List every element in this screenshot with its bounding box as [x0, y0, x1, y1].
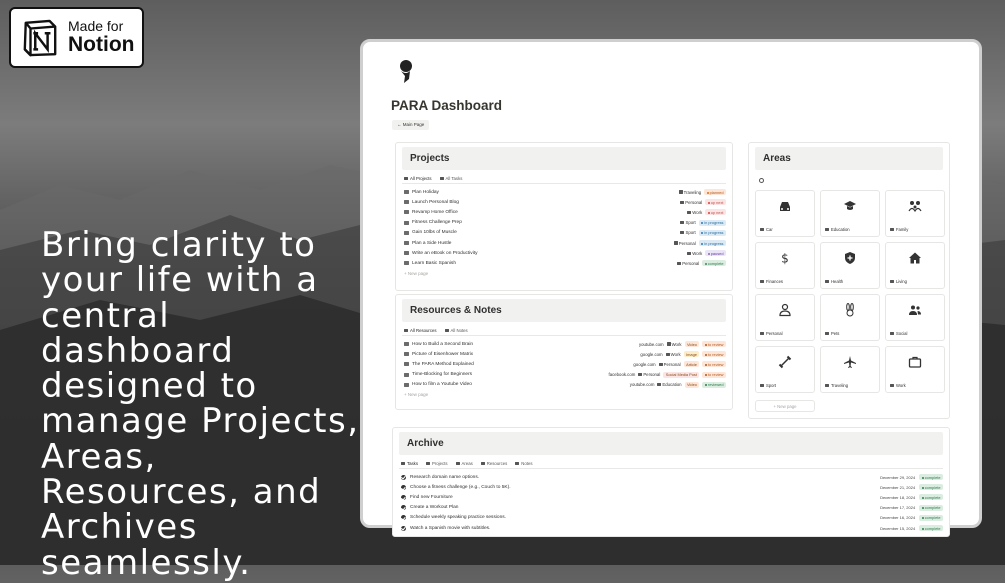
- status-dot: [708, 253, 710, 255]
- shield-icon: [843, 251, 857, 265]
- status-dot: [922, 487, 924, 489]
- graduation-cap-icon: [843, 199, 857, 213]
- tab-resources[interactable]: [404, 328, 437, 333]
- archive-row[interactable]: [401, 523, 943, 533]
- resource-meta: [639, 341, 726, 347]
- checkmark-icon: [401, 505, 406, 510]
- tab-archive[interactable]: [481, 461, 508, 466]
- dumbbell-icon: [778, 355, 792, 369]
- status-dot: [708, 202, 710, 204]
- folder-icon: [404, 190, 409, 194]
- area-icon: [687, 252, 691, 255]
- status-badge: up next: [705, 209, 726, 215]
- resource-type-badge: Image: [684, 351, 700, 357]
- tab-label: All Resources: [410, 328, 437, 333]
- tab-icon: [440, 177, 444, 180]
- status-badge: in progress: [699, 220, 726, 226]
- project-area: Work: [687, 251, 702, 256]
- archive-title: Archive: [407, 438, 444, 449]
- resources-list: [404, 339, 726, 400]
- project-row[interactable]: [404, 258, 726, 268]
- project-row[interactable]: [404, 228, 726, 238]
- project-area: Personal: [677, 261, 699, 266]
- project-area: Personal: [674, 241, 696, 246]
- status-badge: complete: [919, 474, 943, 480]
- area-icon: [680, 221, 684, 224]
- notion-page-window: [360, 39, 982, 531]
- resource-name: The PARA Method Explained: [412, 361, 474, 367]
- status-badge: paused: [705, 250, 726, 256]
- area-mini-icon: [760, 332, 764, 335]
- area-icon: [667, 342, 671, 345]
- tab-projects[interactable]: [404, 176, 432, 181]
- tab-icon: [401, 462, 405, 465]
- area-card-social[interactable]: [885, 294, 945, 341]
- status-badge: to review: [702, 372, 726, 378]
- resource-area: Education: [657, 382, 681, 387]
- status-dot: [708, 212, 710, 214]
- archive-date: December 21, 2024: [880, 484, 916, 490]
- tab-icon: [404, 177, 408, 180]
- archive-card: [392, 427, 950, 537]
- resource-meta: [633, 361, 726, 367]
- status-dot: [701, 232, 703, 234]
- dollar-icon: [778, 251, 792, 265]
- areas-new-page-label: New page: [777, 403, 797, 409]
- archive-task-name: Research domain name options.: [410, 474, 480, 480]
- resource-row[interactable]: [404, 370, 726, 380]
- status-dot: [922, 517, 924, 519]
- area-card-pets[interactable]: [820, 294, 880, 341]
- area-card-personal[interactable]: [755, 294, 815, 341]
- project-name: Plan Holiday: [412, 189, 439, 195]
- tab-icon: [515, 462, 519, 465]
- area-card-health[interactable]: [820, 242, 880, 289]
- project-meta: [687, 250, 726, 256]
- resource-area: Personal: [638, 372, 660, 377]
- area-icon: [659, 363, 663, 366]
- resources-header: [402, 299, 726, 322]
- area-label: [825, 383, 848, 388]
- area-name: Social: [896, 331, 908, 336]
- tab-projects[interactable]: [440, 176, 463, 181]
- archive-row[interactable]: [401, 503, 943, 513]
- project-area: Work: [687, 210, 702, 215]
- page-title: PARA Dashboard: [391, 98, 503, 113]
- notion-logo-icon: [21, 19, 59, 57]
- status-dot: [922, 477, 924, 479]
- area-name: Car: [766, 227, 773, 232]
- project-meta: [680, 199, 726, 205]
- archive-list: [401, 472, 943, 533]
- status-badge: to review: [702, 341, 726, 347]
- svg-text:$: $: [781, 251, 789, 266]
- status-badge: planned: [704, 189, 726, 195]
- status-dot: [705, 364, 707, 366]
- briefcase-icon: [908, 355, 922, 369]
- link-icon: [404, 342, 409, 346]
- area-name: Work: [896, 383, 906, 388]
- status-dot: [707, 192, 709, 194]
- resource-row[interactable]: [404, 380, 726, 390]
- areas-title: Areas: [763, 153, 791, 164]
- resource-source: google.com: [633, 361, 656, 367]
- area-name: Family: [896, 227, 909, 232]
- archive-date: December 29, 2024: [880, 474, 916, 480]
- area-mini-icon: [890, 384, 894, 387]
- arrow-left-icon: ←: [397, 122, 402, 127]
- resources-card: [395, 294, 733, 410]
- tab-icon: [456, 462, 460, 465]
- resource-source: google.com: [640, 351, 663, 357]
- tab-label: Areas: [461, 461, 473, 466]
- filter-icon[interactable]: [759, 178, 764, 183]
- area-label: [760, 279, 783, 284]
- resource-name: Picture of Eisenhower Matrix: [412, 351, 474, 357]
- areas-gallery: [755, 190, 945, 393]
- tab-icon: [404, 329, 408, 332]
- archive-task-name: Schedule weekly speaking practice sessions.: [410, 515, 506, 521]
- area-label: [825, 227, 850, 232]
- status-badge: to review: [702, 361, 726, 367]
- status-badge: in progress: [699, 230, 726, 236]
- area-card-finances[interactable]: [755, 242, 815, 289]
- resource-row[interactable]: [404, 339, 726, 349]
- status-badge: up next: [705, 199, 726, 205]
- resources-new-page-button[interactable]: + New page: [404, 392, 429, 398]
- folder-icon: [404, 210, 409, 214]
- link-icon: [404, 373, 409, 377]
- resource-type-badge: Video: [685, 382, 700, 388]
- area-label: [825, 331, 839, 336]
- tab-icon: [445, 329, 449, 332]
- area-mini-icon: [890, 280, 894, 283]
- resource-type-badge: Video: [685, 341, 700, 347]
- area-mini-icon: [825, 228, 829, 231]
- status-dot: [922, 528, 924, 530]
- area-name: Education: [831, 227, 850, 232]
- status-dot: [701, 243, 703, 245]
- resources-title: Resources & Notes: [410, 305, 502, 316]
- project-meta: [680, 230, 726, 236]
- link-icon: [404, 352, 409, 356]
- resource-type-badge: Article: [684, 361, 700, 367]
- link-icon: [404, 383, 409, 387]
- checkmark-icon: [401, 515, 406, 520]
- archive-task-name: Choose a fitness challenge (e.g., Couch to 5K).: [410, 484, 511, 490]
- tab-label: All Tasks: [445, 176, 463, 181]
- status-badge: complete: [919, 484, 943, 490]
- rabbit-icon: [843, 303, 857, 317]
- resource-meta: [630, 382, 726, 388]
- archive-row[interactable]: [401, 472, 943, 482]
- project-row[interactable]: [404, 207, 726, 217]
- area-mini-icon: [825, 280, 829, 283]
- projects-list: [404, 187, 726, 279]
- area-name: Sport: [766, 383, 777, 388]
- project-meta: [677, 260, 726, 266]
- area-label: [760, 331, 783, 336]
- area-name: Finances: [766, 279, 783, 284]
- car-icon: [778, 199, 792, 213]
- area-icon: [677, 262, 681, 265]
- area-card-sport[interactable]: [755, 346, 815, 393]
- folder-icon: [404, 231, 409, 235]
- status-dot: [705, 384, 707, 386]
- status-dot: [705, 263, 707, 265]
- area-label: [890, 279, 907, 284]
- area-label: [890, 383, 906, 388]
- area-mini-icon: [890, 228, 894, 231]
- archive-date: December 15, 2024: [880, 525, 916, 531]
- project-row[interactable]: [404, 218, 726, 228]
- home-icon: [908, 251, 922, 265]
- areas-new-page-button[interactable]: + New page: [755, 400, 815, 412]
- area-label: [890, 331, 907, 336]
- tab-label: Tasks: [407, 461, 418, 466]
- folder-icon: [404, 261, 409, 265]
- tab-label: Resources: [486, 461, 508, 466]
- area-card-car[interactable]: [755, 190, 815, 237]
- project-area: Sport: [680, 220, 695, 225]
- tab-icon: [481, 462, 485, 465]
- projects-tabs: [404, 176, 462, 181]
- projects-card: [395, 142, 733, 291]
- area-card-education[interactable]: [820, 190, 880, 237]
- checkmark-icon: [401, 495, 406, 500]
- tab-archive[interactable]: [456, 461, 473, 466]
- resource-meta: [640, 351, 726, 357]
- project-meta: [679, 189, 726, 195]
- tab-archive[interactable]: [515, 461, 532, 466]
- tab-icon: [426, 462, 430, 465]
- area-name: Living: [896, 279, 907, 284]
- status-dot: [701, 222, 703, 224]
- area-icon: [680, 231, 684, 234]
- area-card-living[interactable]: [885, 242, 945, 289]
- project-row[interactable]: [404, 187, 726, 197]
- tab-archive[interactable]: [426, 461, 448, 466]
- tab-label: All Notes: [450, 328, 468, 333]
- project-row[interactable]: [404, 238, 726, 248]
- status-badge: complete: [919, 494, 943, 500]
- areas-card: [748, 142, 950, 419]
- main-page-label: Main Page: [402, 122, 425, 127]
- area-icon: [679, 190, 683, 193]
- family-icon: [908, 199, 922, 213]
- archive-tabs: [401, 461, 533, 466]
- area-card-family[interactable]: [885, 190, 945, 237]
- folder-icon: [404, 241, 409, 245]
- archive-row[interactable]: [401, 492, 943, 502]
- project-name: Fitness Challenge Prep: [412, 220, 462, 226]
- area-icon: [674, 241, 678, 244]
- project-row[interactable]: [404, 197, 726, 207]
- projects-header: [402, 147, 726, 170]
- project-meta: [674, 240, 726, 246]
- status-badge: reviewed: [702, 382, 726, 388]
- badge-line1: Made for: [68, 18, 124, 35]
- tab-resources[interactable]: [445, 328, 468, 333]
- project-meta: [680, 220, 726, 226]
- area-label: [825, 279, 843, 284]
- area-icon: [687, 211, 691, 214]
- folder-icon: [404, 200, 409, 204]
- tab-label: All Projects: [410, 176, 432, 181]
- person-silhouette-icon: [396, 59, 416, 83]
- areas-header: [755, 147, 943, 170]
- area-name: Personal: [766, 331, 783, 336]
- archive-row[interactable]: [401, 513, 943, 523]
- resource-row[interactable]: [404, 359, 726, 369]
- archive-date: December 17, 2024: [880, 505, 916, 511]
- resource-name: Time-Blocking for Beginners: [412, 372, 473, 378]
- status-dot: [922, 507, 924, 509]
- area-icon: [657, 383, 661, 386]
- status-badge: complete: [919, 525, 943, 531]
- plane-icon: [843, 355, 857, 369]
- archive-date: December 18, 2024: [880, 494, 916, 500]
- area-label: [760, 227, 773, 232]
- resource-area: Work: [667, 342, 682, 347]
- resource-source: facebook.com: [608, 372, 636, 378]
- project-name: Launch Personal Blog: [412, 199, 459, 205]
- project-area: Sport: [680, 230, 695, 235]
- area-icon: [680, 201, 684, 204]
- status-dot: [705, 344, 707, 346]
- resources-tabs: [404, 328, 468, 333]
- people-icon: [908, 303, 922, 317]
- project-name: Write an eBook on Productivity: [412, 250, 478, 256]
- projects-title: Projects: [410, 153, 450, 164]
- made-for-notion-badge: [9, 7, 144, 68]
- status-badge: complete: [702, 260, 726, 266]
- projects-new-page-button[interactable]: + New page: [404, 271, 429, 276]
- area-name: Health: [831, 279, 844, 284]
- project-name: Revamp Home Office: [412, 209, 458, 215]
- resource-name: How to Build a Second Brain: [412, 341, 474, 347]
- resource-source: youtube.com: [638, 341, 664, 347]
- checkmark-icon: [401, 526, 406, 531]
- link-icon: [404, 362, 409, 366]
- area-icon: [638, 373, 642, 376]
- project-area: Personal: [680, 200, 702, 205]
- area-icon: [666, 353, 670, 356]
- archive-header: [399, 432, 943, 455]
- resource-area: Work: [666, 352, 681, 357]
- area-mini-icon: [760, 280, 764, 283]
- area-mini-icon: [890, 332, 894, 335]
- tab-label: Projects: [431, 461, 448, 466]
- project-name: Plan a Side Hustle: [412, 240, 452, 246]
- area-mini-icon: [760, 384, 764, 387]
- area-label: [890, 227, 908, 232]
- tab-label: Notes: [521, 461, 533, 466]
- project-name: Learn Basic Spanish: [412, 260, 456, 266]
- area-label: [760, 383, 776, 388]
- project-row[interactable]: [404, 248, 726, 258]
- badge-line2: Notion: [68, 32, 135, 56]
- archive-task-name: Create a Workout Plan: [410, 505, 459, 511]
- person-icon: [778, 303, 792, 317]
- project-area: Traveling: [679, 190, 702, 195]
- area-mini-icon: [825, 384, 829, 387]
- resource-source: youtube.com: [629, 382, 655, 388]
- area-name: Pets: [831, 331, 840, 336]
- archive-row[interactable]: [401, 482, 943, 492]
- resource-meta: [609, 372, 726, 378]
- area-mini-icon: [760, 228, 764, 231]
- status-badge: complete: [919, 505, 943, 511]
- archive-task-name: Watch a Spanish movie with subtitles.: [410, 525, 491, 531]
- main-page-button[interactable]: [392, 120, 429, 130]
- area-name: Traveling: [831, 383, 849, 388]
- folder-icon: [404, 251, 409, 255]
- folder-icon: [404, 221, 409, 225]
- area-card-work[interactable]: [885, 346, 945, 393]
- status-badge: in progress: [699, 240, 726, 246]
- project-name: Gain 10lbs of Muscle: [412, 230, 457, 236]
- status-dot: [705, 374, 707, 376]
- archive-date: December 16, 2024: [880, 515, 916, 521]
- resource-type-badge: Social Media Post: [663, 372, 699, 378]
- status-dot: [922, 497, 924, 499]
- checkmark-icon: [401, 475, 406, 480]
- area-card-traveling[interactable]: [820, 346, 880, 393]
- checkmark-icon: [401, 485, 406, 490]
- hero-headline: Bring clarity to your life with a central dashboard designed to manage Projects, Areas, Resources, and Archives seamlessly.: [41, 225, 360, 583]
- resource-name: How to film a Youtube Video: [412, 382, 472, 388]
- area-mini-icon: [825, 332, 829, 335]
- project-meta: [687, 209, 726, 215]
- archive-task-name: Find new Fourniture: [410, 494, 453, 500]
- status-badge: complete: [919, 515, 943, 521]
- status-dot: [705, 354, 707, 356]
- resource-row[interactable]: [404, 349, 726, 359]
- status-badge: to review: [702, 351, 726, 357]
- resource-area: Personal: [659, 362, 681, 367]
- tab-archive[interactable]: [401, 461, 418, 466]
